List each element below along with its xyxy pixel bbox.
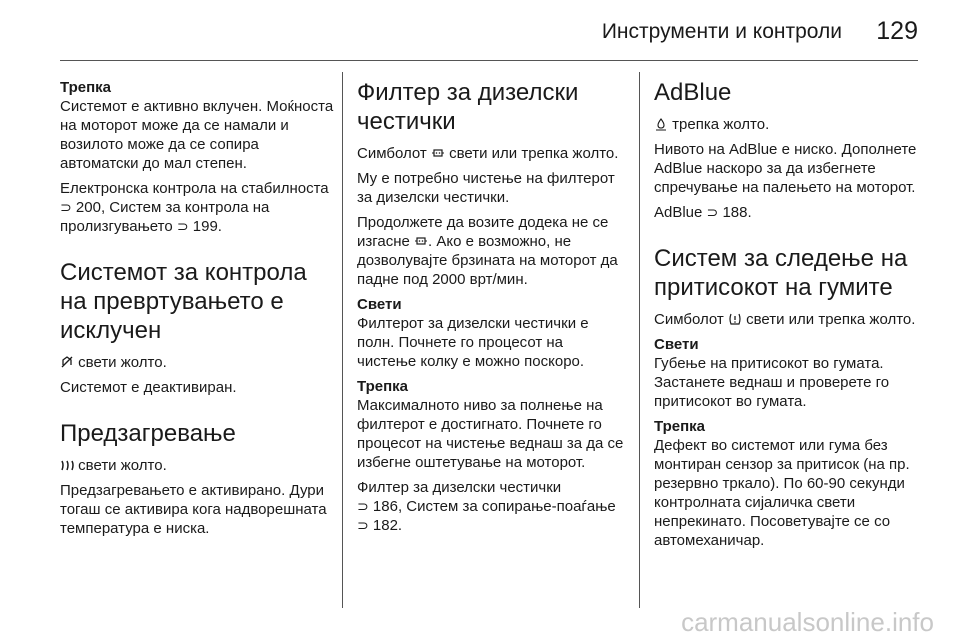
section-title-adblue: AdBlue <box>654 79 732 106</box>
preheat-line2: Предзагревањето е активирано. Дури тогаш се активира кога надворешната температура е ниска. <box>60 482 327 537</box>
column-divider-1 <box>342 72 343 608</box>
tpms-blink-heading: Трепка <box>654 418 706 435</box>
adblue-p2: Нивото на AdBlue е ниско. Дополнете AdBlue наскоро за да избегнете спречување на палењето на моторот. <box>654 141 917 196</box>
column-2 <box>357 78 625 541</box>
dpf-lit-heading: Свети <box>357 296 402 313</box>
header-rule <box>60 60 918 61</box>
preheat-line1: свети жолто. <box>60 456 335 475</box>
section-title-dpf: Филтер за дизелски честички <box>357 79 579 135</box>
page-number: 129 <box>876 17 918 45</box>
dpf-intro: Симболот свети или трепка жолто. <box>357 145 619 162</box>
section-title-rollover: Системот за контрола на превртувањето е исклучен <box>60 259 307 344</box>
section-title-tpms: Систем за следење на притисокот на гумите <box>654 245 908 301</box>
dpf-references: Филтер за дизелски честички ⊃ 186, Систем за сопирање-поаѓање ⊃ 182. <box>357 479 616 534</box>
dpf-p3: Продолжете да возите додека не се изгасне . Ако е возможно, не дозволувајте брзината на моторот да падне под 2000 врт/мин. <box>357 214 618 288</box>
adblue-ref: AdBlue ⊃ 188. <box>654 204 752 221</box>
rollover-line2: Системот е деактивиран. <box>60 379 237 396</box>
arrow-ref-icon: ⊃ <box>60 199 72 215</box>
tpms-lit-heading: Свети <box>654 336 699 353</box>
rollover-off-icon <box>60 355 74 369</box>
tpms-intro: Симболот свети или трепка жолто. <box>654 311 916 328</box>
arrow-ref-icon: ⊃ <box>357 517 369 533</box>
esc-reference: Електронска контрола на стабилноста ⊃ 200, Систем за контрола на пролизгувањето ⊃ 199. <box>60 180 329 235</box>
column-divider-2 <box>639 72 640 608</box>
header-title: Инструменти и контроли <box>601 20 842 43</box>
section-title-preheat: Предзагревање <box>60 420 236 447</box>
arrow-ref-icon: ⊃ <box>706 204 719 220</box>
tire-pressure-icon <box>728 312 742 326</box>
blink-heading: Трепка <box>60 79 112 96</box>
blink-text: Системот е активно вклучен. Моќноста на моторот може да се намали и возилото може да се сопира автоматски до мал степен. <box>60 98 334 172</box>
adblue-line1: трепка жолто. <box>654 115 920 134</box>
glow-plug-icon <box>60 458 74 472</box>
dpf-blink-heading: Трепка <box>357 378 409 395</box>
column-3 <box>654 78 920 556</box>
dpf-icon <box>414 234 428 248</box>
dpf-blink-text: Максималното ниво за полнење на филтерот е достигнато. Почнете го процесот на чистење веднаш за да се избегне оштетување на моторот. <box>357 397 624 471</box>
dpf-p2: Му е потребно чистење на филтерот за дизелски честички. <box>357 170 615 206</box>
tpms-blink-text: Дефект во системот или гума без монтиран сензор за притисок (на пр. резервно тркало). По 60-90 секунди контролната сијаличка свети непрекинато. Посоветувајте се со автомеханичар. <box>654 437 910 549</box>
column-1 <box>60 78 335 544</box>
tpms-lit-text: Губење на притисокот во гумата. Застанете веднаш и проверете го притисокот во гумата. <box>654 355 890 410</box>
rollover-line1: свети жолто. <box>60 353 335 372</box>
watermark: carmanualsonline.info <box>681 607 934 637</box>
dpf-lit-text: Филтерот за дизелски честички е полн. Почнете го процесот на чистење колку е можно поскоро. <box>357 315 589 370</box>
arrow-ref-icon: ⊃ <box>176 218 189 234</box>
dpf-icon <box>431 146 445 160</box>
arrow-ref-icon: ⊃ <box>357 498 369 514</box>
adblue-icon <box>654 117 668 131</box>
